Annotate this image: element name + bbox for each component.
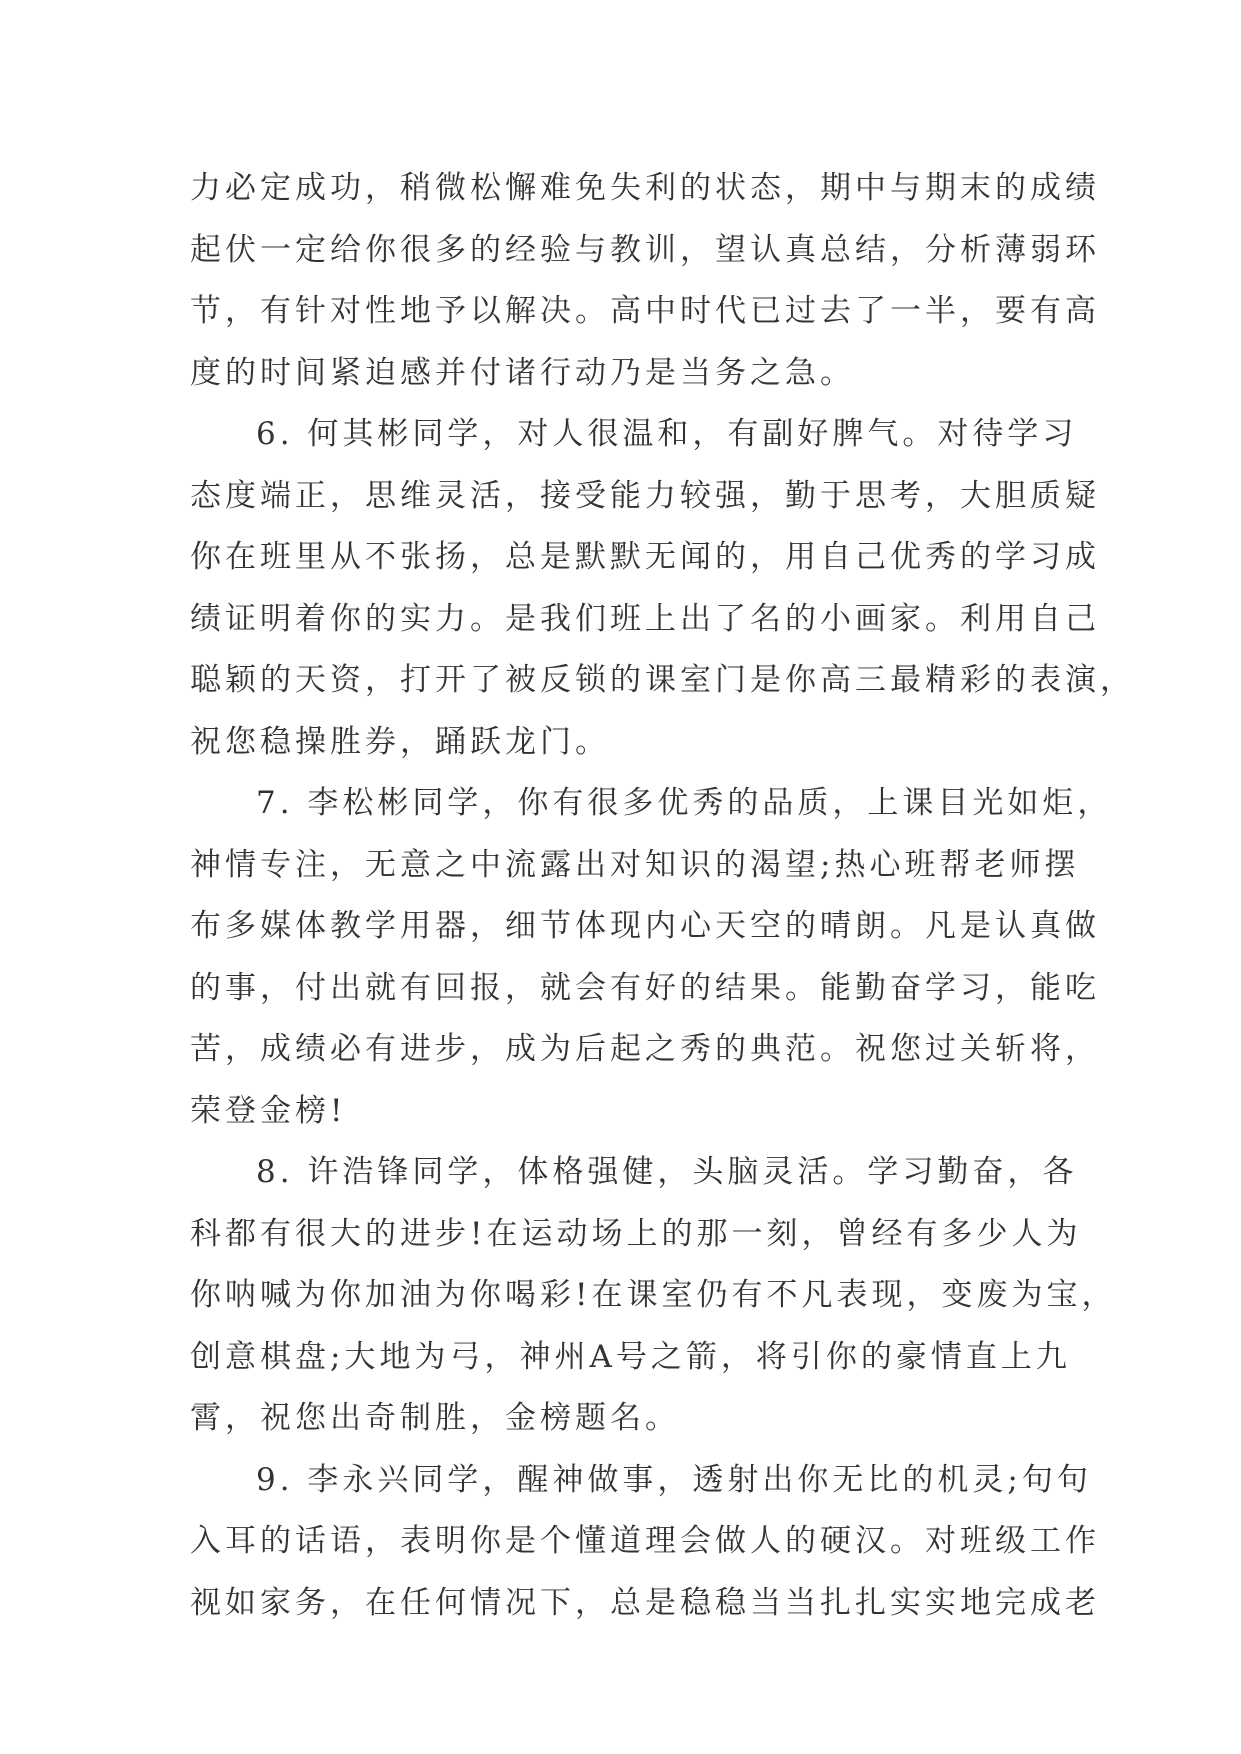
text-line: 入耳的话语，表明你是个懂道理会做人的硬汉。对班级工作 <box>190 1523 1100 1559</box>
text-line: 态度端正，思维灵活，接受能力较强，勤于思考，大胆质疑 <box>190 477 1100 514</box>
text-line: 创意棋盘;大地为弓，神州A号之箭，将引你的豪情直上九 <box>190 1338 1071 1375</box>
text-line: 科都有很大的进步!在运动场上的那一刻，曾经有多少人为 <box>190 1215 1082 1252</box>
text-line: 聪颖的天资，打开了被反锁的课室门是你高三最精彩的表演， <box>190 662 1135 698</box>
text-line: 布多媒体教学用器，细节体现内心天空的晴朗。凡是认真做 <box>190 908 1100 944</box>
text-line: 你在班里从不张扬，总是默默无闻的，用自己优秀的学习成 <box>190 539 1100 575</box>
document-body <box>190 158 1135 1634</box>
paragraph-6-start: 6. 何其彬同学，对人很温和，有副好脾气。对待学习 <box>256 416 1078 452</box>
paragraph-9-start: 9. 李永兴同学，醒神做事，透射出你无比的机灵;句句 <box>256 1461 1092 1498</box>
paragraph-7-start: 7. 李松彬同学，你有很多优秀的品质，上课目光如炬， <box>256 785 1113 821</box>
text-line: 神情专注，无意之中流露出对知识的渴望;热心班帮老师摆 <box>190 846 1080 883</box>
text-line: 视如家务，在任何情况下，总是稳稳当当扎扎实实地完成老 <box>190 1584 1100 1621</box>
text-line: 的事，付出就有回报，就会有好的结果。能勤奋学习，能吃 <box>190 969 1100 1006</box>
text-line: 祝您稳操胜券，踊跃龙门。 <box>190 723 610 760</box>
text-line: 力必定成功，稍微松懈难免失利的状态，期中与期末的成绩 <box>190 170 1100 206</box>
text-line: 你呐喊为你加油为你喝彩!在课室仍有不凡表现，变废为宝， <box>190 1277 1117 1313</box>
text-line: 荣登金榜! <box>190 1092 347 1129</box>
text-line: 苦，成绩必有进步，成为后起之秀的典范。祝您过关斩将， <box>190 1031 1100 1067</box>
text-line: 绩证明着你的实力。是我们班上出了名的小画家。利用自己 <box>190 600 1100 637</box>
paragraph-8-start: 8. 许浩锋同学，体格强健，头脑灵活。学习勤奋，各 <box>256 1154 1078 1190</box>
text-line: 节，有针对性地予以解决。高中时代已过去了一半，要有高 <box>190 293 1100 329</box>
text-line: 起伏一定给你很多的经验与教训，望认真总结，分析薄弱环 <box>190 231 1100 268</box>
text-line: 霄，祝您出奇制胜，金榜题名。 <box>190 1400 680 1436</box>
text-line: 度的时间紧迫感并付诸行动乃是当务之急。 <box>190 354 855 391</box>
